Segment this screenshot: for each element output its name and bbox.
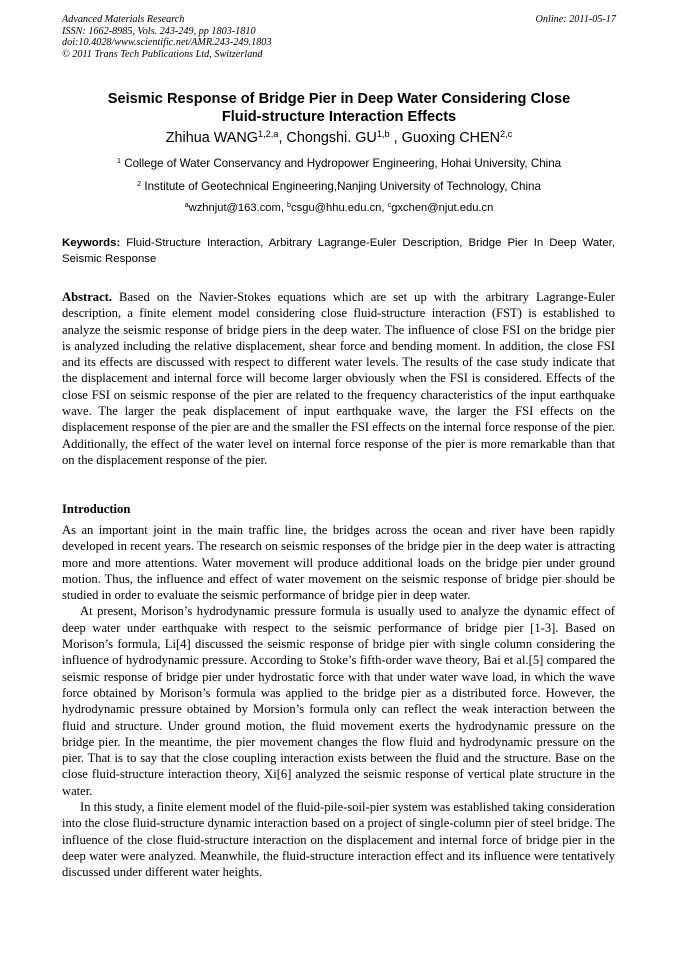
intro-paragraph-3: In this study, a finite element model of the fluid-pile-soil-pier system was established taking consideration into the close fluid-structure dynamic interaction based on a project of single-column pier of steel bridge. The influence of the close fluid-structure interaction on the displacement and internal force of bridge pier in the deep water were analyzed. Meanwhile, the fluid-structure interaction effect and its influence were tentatively discussed under different water heights. — [62, 800, 615, 880]
doi-line: doi:10.4028/www.scientific.net/AMR.243-249.1803 — [62, 37, 272, 48]
affiliation-1-mark: 1 — [116, 155, 121, 165]
online-date: Online: 2011-05-17 — [535, 14, 616, 25]
author-2: , Chongshi. GU — [278, 130, 377, 146]
affiliation-1 — [0, 157, 678, 170]
author-list — [0, 130, 678, 146]
keywords-label: Keywords: — [62, 237, 121, 249]
author-1: Zhihua WANG — [165, 130, 258, 146]
author-3: , Guoxing CHEN — [389, 130, 500, 146]
email-b-mark: b — [287, 201, 292, 210]
title-line-2: Fluid-structure Interaction Effects — [221, 109, 457, 125]
author-2-affil: 1,b — [376, 128, 390, 139]
keywords — [62, 235, 615, 267]
affiliation-1-text: College of Water Conservancy and Hydropower Engineering, Hohai University, China — [120, 157, 562, 170]
title-line-1: Seismic Response of Bridge Pier in Deep Water Considering Close — [107, 91, 571, 107]
introduction-body — [62, 522, 615, 881]
intro-paragraph-2: At present, Morison’s hydrodynamic pressure formula is usually used to analyze the dynamic effect of deep water under earthquake with respect to the seismic performance of bridge pier [1-3]. Based on Morison’s formula, Li[4] discussed the seismic response of bridge pier with single column considering the influence of hydrodynamic pressure. According to Stoke’s fifth-order wave theory, Bai et al.[5] compared the seismic response of bridge pier under hydrostatic force with that under water wave load, in which the wave force obtained by Morison’s formula was applied to the bridge pier as a distributed force. However, the hydrodynamic pressure obtained by Morsion’s formula only can reflect the weak interaction between the fluid and structure. Under ground motion, the fluid movement exerts the hydrodynamic pressure on the bridge pier. In the meantime, the pier movement changes the flow fluid and hydrodynamic pressure on the pier. That is to say that the close coupling interaction exists between the fluid and the structure. Base on the close fluid-structure interaction theory, Xi[6] analyzed the seismic response of vertical plate structure in the water. — [62, 604, 615, 798]
email-a: wzhnjut@163.com, — [188, 202, 288, 214]
journal-name: Advanced Materials Research — [62, 14, 185, 25]
affiliation-2-text: Institute of Geotechnical Engineering,Nanjing University of Technology, China — [141, 180, 541, 193]
abstract-text: Based on the Navier-Stokes equations which are set up with the arbitrary Lagrange-Euler description, a finite element model considering close fluid-structure interaction (FST) is established to analyze the seismic response of bridge piers in the deep water. The influence of close FSI on the bridge pier is analyzed including the relative displacement, shear force and bending moment. In addition, the close FSI and its effects are discussed with respect to different water levels. The results of the case study indicate that the displacement and internal force will become larger obviously when the FSI is considered. Effects of the close FSI on seismic response of the pier are related to the frequency characteristics of the input earthquake wave. The larger the peak displacement of input earthquake wave, the larger the FSI effects on the displacement response of the pier are and the smaller the FSI effects on the internal force response of the pier. Additionally, the effect of the water level on internal force response of the pier is more remarkable than that on the displacement response of the pier. — [62, 290, 615, 467]
email-b: csgu@hhu.edu.cn, — [291, 202, 388, 214]
affiliation-2-mark: 2 — [137, 178, 142, 188]
affiliation-2 — [0, 180, 678, 193]
author-1-affil: 1,2,a — [257, 128, 279, 139]
keywords-text: Fluid-Structure Interaction, Arbitrary Lagrange-Euler Description, Bridge Pier In Deep Water, Seismic Response — [62, 237, 615, 265]
email-line — [0, 202, 678, 214]
email-c: gxchen@njut.edu.cn — [391, 202, 494, 214]
section-heading-introduction: Introduction — [62, 502, 131, 516]
issn-line: ISSN: 1662-8985, Vols. 243-249, pp 1803-1810 — [62, 25, 256, 37]
copyright-line: © 2011 Trans Tech Publications Ltd, Switzerland — [62, 48, 263, 60]
abstract — [62, 289, 615, 468]
author-3-affil: 2,c — [500, 128, 513, 139]
email-a-mark: a — [184, 201, 189, 210]
paper-title — [40, 90, 638, 126]
abstract-label: Abstract. — [62, 290, 113, 304]
intro-paragraph-1: As an important joint in the main traffic line, the bridges across the ocean and river have been rapidly developed in recent years. The research on seismic responses of the bridge pier in the deep water is attracting more and more attentions. Water movement will produce additional loads on the bridge pier under ground motion. Thus, the influence and effect of water movement on the seismic response of bridge pier should be studied in order to evaluate the seismic performance of bridge pier in deep water. — [62, 523, 615, 603]
email-c-mark: c — [387, 201, 392, 210]
